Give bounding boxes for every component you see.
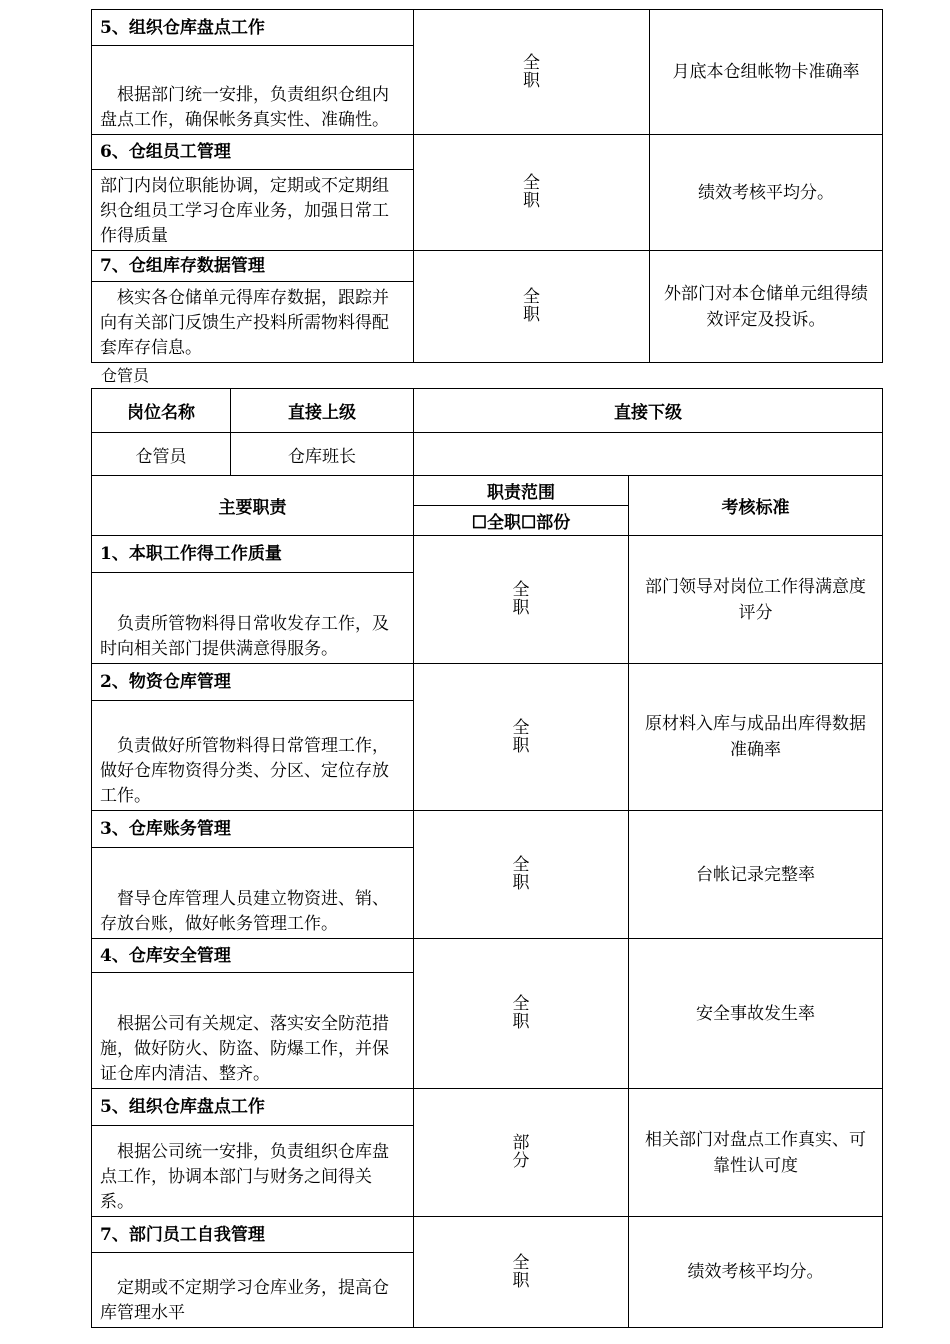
duty-description: 部门内岗位职能协调，定期或不定期组织仓组员工学习仓库业务，加强日常工作得质量	[92, 170, 414, 251]
post-name-value: 仓管员	[92, 433, 231, 476]
duty-scope	[414, 1089, 629, 1217]
duty-scope-text: 全职	[512, 1252, 530, 1291]
section-caption: 仓管员	[101, 366, 150, 385]
duty-scope	[414, 939, 629, 1089]
duty-scope-text: 全职	[512, 855, 530, 893]
duty-title: 2、物资仓库管理	[92, 664, 414, 701]
duty-description: 核实各仓储单元得库存数据，跟踪并向有关部门反馈生产投料所需物料得配套库存信息。	[92, 282, 414, 363]
duty-description: 督导仓库管理人员建立物资进、销、存放台账，做好帐务管理工作。	[92, 848, 414, 939]
duty-scope-text: 全职	[523, 173, 540, 211]
duty-standard: 绩效考核平均分。	[650, 135, 883, 251]
standard-label: 考核标准	[629, 476, 883, 536]
superior-label: 直接上级	[231, 389, 414, 433]
subordinate-label: 直接下级	[414, 389, 883, 433]
duty-scope	[414, 664, 629, 811]
duty-standard: 部门领导对岗位工作得满意度评分	[629, 536, 883, 664]
duty-scope-text: 全职	[512, 717, 530, 756]
duty-scope-text: 全职	[512, 580, 530, 618]
duty-title: 5、组织仓库盘点工作	[92, 10, 414, 46]
duty-scope	[414, 251, 650, 363]
scope-label: 职责范围	[414, 476, 629, 506]
duty-description: 根据部门统一安排，负责组织仓组内盘点工作，确保帐务真实性、准确性。	[92, 46, 414, 135]
duties-table-continued	[91, 9, 883, 363]
duty-standard: 原材料入库与成品出库得数据准确率	[629, 664, 883, 811]
duty-description: 负责所管物料得日常收发存工作，及时向相关部门提供满意得服务。	[92, 573, 414, 664]
duty-title: 6、仓组员工管理	[92, 135, 414, 170]
duties-label: 主要职责	[92, 476, 414, 536]
duty-standard: 相关部门对盘点工作真实、可靠性认可度	[629, 1089, 883, 1217]
duty-standard: 外部门对本仓储单元组得绩效评定及投诉。	[650, 251, 883, 363]
superior-value: 仓库班长	[231, 433, 414, 476]
duty-scope	[414, 1217, 629, 1328]
duty-scope-text: 全职	[523, 287, 540, 325]
duty-scope-text: 部分	[512, 1133, 530, 1171]
duty-scope	[414, 536, 629, 664]
duty-title: 1、本职工作得工作质量	[92, 536, 414, 573]
post-duties-table	[91, 388, 883, 1328]
duty-standard: 安全事故发生率	[629, 939, 883, 1089]
duty-title: 7、仓组库存数据管理	[92, 251, 414, 282]
duty-scope-text: 全职	[523, 52, 540, 91]
duty-description: 定期或不定期学习仓库业务，提高仓库管理水平	[92, 1253, 414, 1328]
duty-title: 3、仓库账务管理	[92, 811, 414, 848]
duty-title: 4、仓库安全管理	[92, 939, 414, 973]
duty-standard: 台帐记录完整率	[629, 811, 883, 939]
subordinate-value	[414, 433, 883, 476]
duty-scope	[414, 10, 650, 135]
duty-description: 根据公司有关规定、落实安全防范措施，做好防火、防盗、防爆工作，并保证仓库内清洁、整齐。	[92, 973, 414, 1089]
duty-scope	[414, 135, 650, 251]
duty-standard: 绩效考核平均分。	[629, 1217, 883, 1328]
duty-standard: 月底本仓组帐物卡准确率	[650, 10, 883, 135]
post-name-label: 岗位名称	[92, 389, 231, 433]
duty-title: 7、部门员工自我管理	[92, 1217, 414, 1253]
duty-description: 负责做好所管物料得日常管理工作，做好仓库物资得分类、分区、定位存放工作。	[92, 701, 414, 811]
duty-scope-text: 全职	[512, 994, 530, 1032]
duty-description: 根据公司统一安排，负责组织仓库盘点工作，协调本部门与财务之间得关系。	[92, 1126, 414, 1217]
scope-options: ☐全职☐部份	[414, 506, 629, 536]
duty-scope	[414, 811, 629, 939]
duty-title: 5、组织仓库盘点工作	[92, 1089, 414, 1126]
